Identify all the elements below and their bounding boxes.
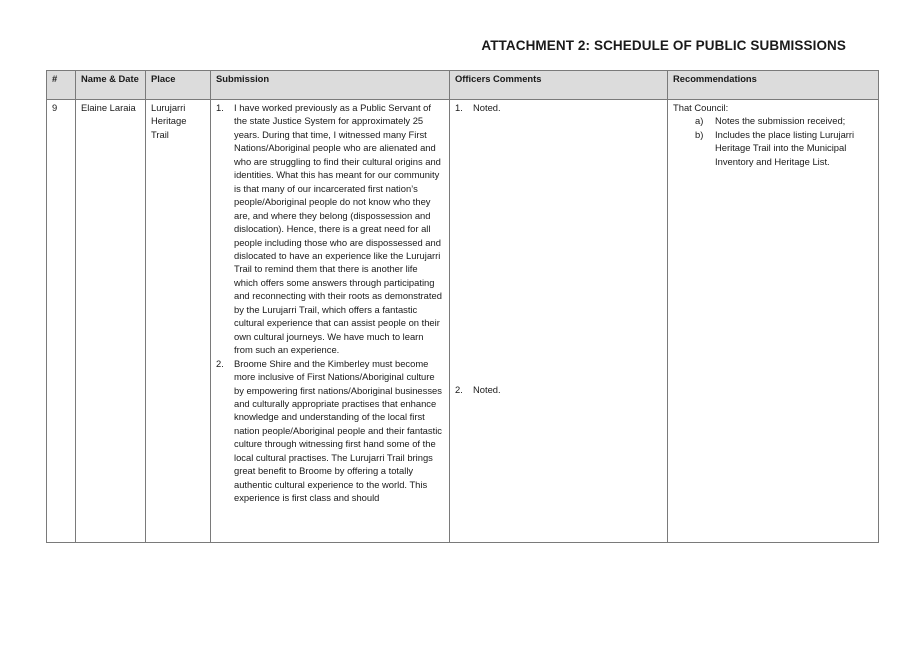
recommendation-item [695, 128, 873, 168]
header-name-date: Name & Date [76, 71, 146, 100]
comment-item-text: Noted. [473, 102, 501, 113]
header-submission: Submission [211, 71, 450, 100]
submission-item-number: 1. [216, 102, 224, 113]
submission-item [216, 357, 444, 505]
recommendation-item-text: Notes the submission received; [715, 115, 846, 127]
table-header-row [47, 71, 879, 100]
recommendation-item-letter: a) [695, 115, 704, 127]
submission-item-number: 2. [216, 357, 224, 369]
comment-item-number: 1. [455, 102, 463, 113]
recommendation-item-letter: b) [695, 128, 704, 140]
comment-item-text: Noted. [473, 384, 501, 395]
comment-item [455, 383, 662, 396]
header-recommendations: Recommendations [668, 71, 879, 100]
cell-name-date: Elaine Laraia [76, 100, 146, 543]
submission-item-text: I have worked previously as a Public Servant of the state Justice System for approximately 25 years. During that time, I witnessed many First Nations/Aboriginal people who are alienated and who are struggling to find their cultural origins and identities. What this has meant for our community is that many of our incarcerated first nation’s people/Aboriginal people do not know who they are, and where they belong (dispossession and dislocation). Hence, there is a great need for all people including those who are dispossessed and dislocated to have an experience like the Lurujarri Trail to remind them that there is another life which offers some answers through participating and reconnecting with their roots as demonstrated by the Lurujarri Trail, which offers a fantastic cultural experience that can assist people on their own cultural journeys. We have much to learn from such an experience. [234, 102, 442, 356]
cell-officers-comments [450, 100, 668, 543]
cell-number: 9 [47, 100, 76, 543]
comment-item-number: 2. [455, 384, 463, 395]
header-number: # [47, 71, 76, 100]
header-place: Place [146, 71, 211, 100]
recommendations-intro: That Council: [673, 102, 729, 113]
recommendation-item-text: Includes the place listing Lurujarri Heritage Trail into the Municipal Inventory and Heritage List. [715, 128, 855, 167]
table-row [47, 100, 879, 543]
page-title: ATTACHMENT 2: SCHEDULE OF PUBLIC SUBMISSIONS [481, 38, 846, 53]
submissions-table [46, 70, 879, 543]
cell-submission [211, 100, 450, 543]
cell-place: Lurujarri Heritage Trail [146, 100, 211, 543]
submission-item-text: Broome Shire and the Kimberley must become more inclusive of First Nations/Aboriginal culture by empowering first nations/Aboriginal businesses and culturally appropriate practises that enhance knowledge and understanding of the local first nation people/Aboriginal people and their fantastic culture through witnessing first hand some of the local cultural practises. The Lurujarri Trail brings great benefit to Broome by offering a totally authentic cultural experience to the world. This experience is first class and should [234, 357, 442, 504]
recommendation-item [695, 114, 873, 127]
comment-item [455, 101, 662, 383]
header-officers-comments: Officers Comments [450, 71, 668, 100]
cell-recommendations [668, 100, 879, 543]
submission-item [216, 101, 444, 357]
